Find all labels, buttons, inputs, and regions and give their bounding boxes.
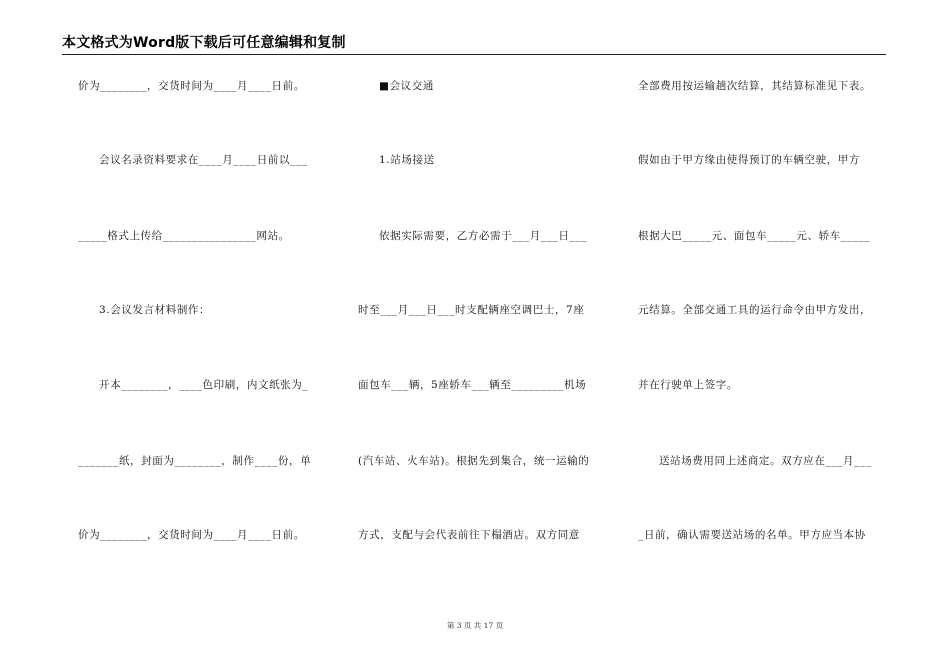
text-line: 全部费用按运输趟次结算，其结算标准见下表。 xyxy=(638,80,872,92)
section-heading: ■会议交通 xyxy=(379,80,434,92)
subsection-heading: 1.站场接送 xyxy=(379,154,435,166)
text-line: 方式，支配与会代表前往下榻酒店。双方同意 xyxy=(358,529,580,541)
text-line: 价为________，交货时间为____月____日前。 xyxy=(78,529,305,541)
text-line: 3.会议发言材料制作： xyxy=(99,304,211,316)
text-column-2 xyxy=(358,0,608,672)
text-line: 时至___月___日___时支配辆座空调巴士，7座 xyxy=(358,304,585,316)
text-column-1 xyxy=(78,0,328,672)
header-title: 本文格式为Word版下载后可任意编辑和复制 xyxy=(62,35,346,51)
text-line: _______纸，封面为________，制作____份，单 xyxy=(78,455,312,467)
text-line: 送站场费用同上述商定。双方应在___月___ xyxy=(659,455,872,467)
text-line: (汽车站、火车站)。根据先到集合，统一运输的 xyxy=(358,455,590,467)
text-line: 会议名录资料要求在____月____日前以___ xyxy=(99,154,308,166)
text-line: 价为________，交货时间为____月____日前。 xyxy=(78,80,305,92)
text-line: 依据实际需要，乙方必需于___月___日___ xyxy=(379,230,588,242)
text-line: 元结算。全部交通工具的运行命令由甲方发出， xyxy=(638,304,872,316)
text-line: _____格式上传给________________网站。 xyxy=(78,230,290,242)
text-line: 开本________，____色印刷，内文纸张为_ xyxy=(99,379,309,391)
text-line: 面包车___辆，5座轿车___辆至_________机场 xyxy=(358,379,587,391)
text-line: 根据大巴_____元、面包车_____元、轿车_____ xyxy=(638,230,871,242)
text-line: _日前，确认需要送站场的名单。甲方应当本协 xyxy=(638,529,866,541)
text-line: 并在行驶单上签字。 xyxy=(638,379,738,391)
page-number: 第 3 页 共 17 页 xyxy=(446,621,504,630)
text-column-3 xyxy=(638,0,890,672)
text-line: 假如由于甲方缘由使得预订的车辆空驶，甲方 xyxy=(638,154,860,166)
